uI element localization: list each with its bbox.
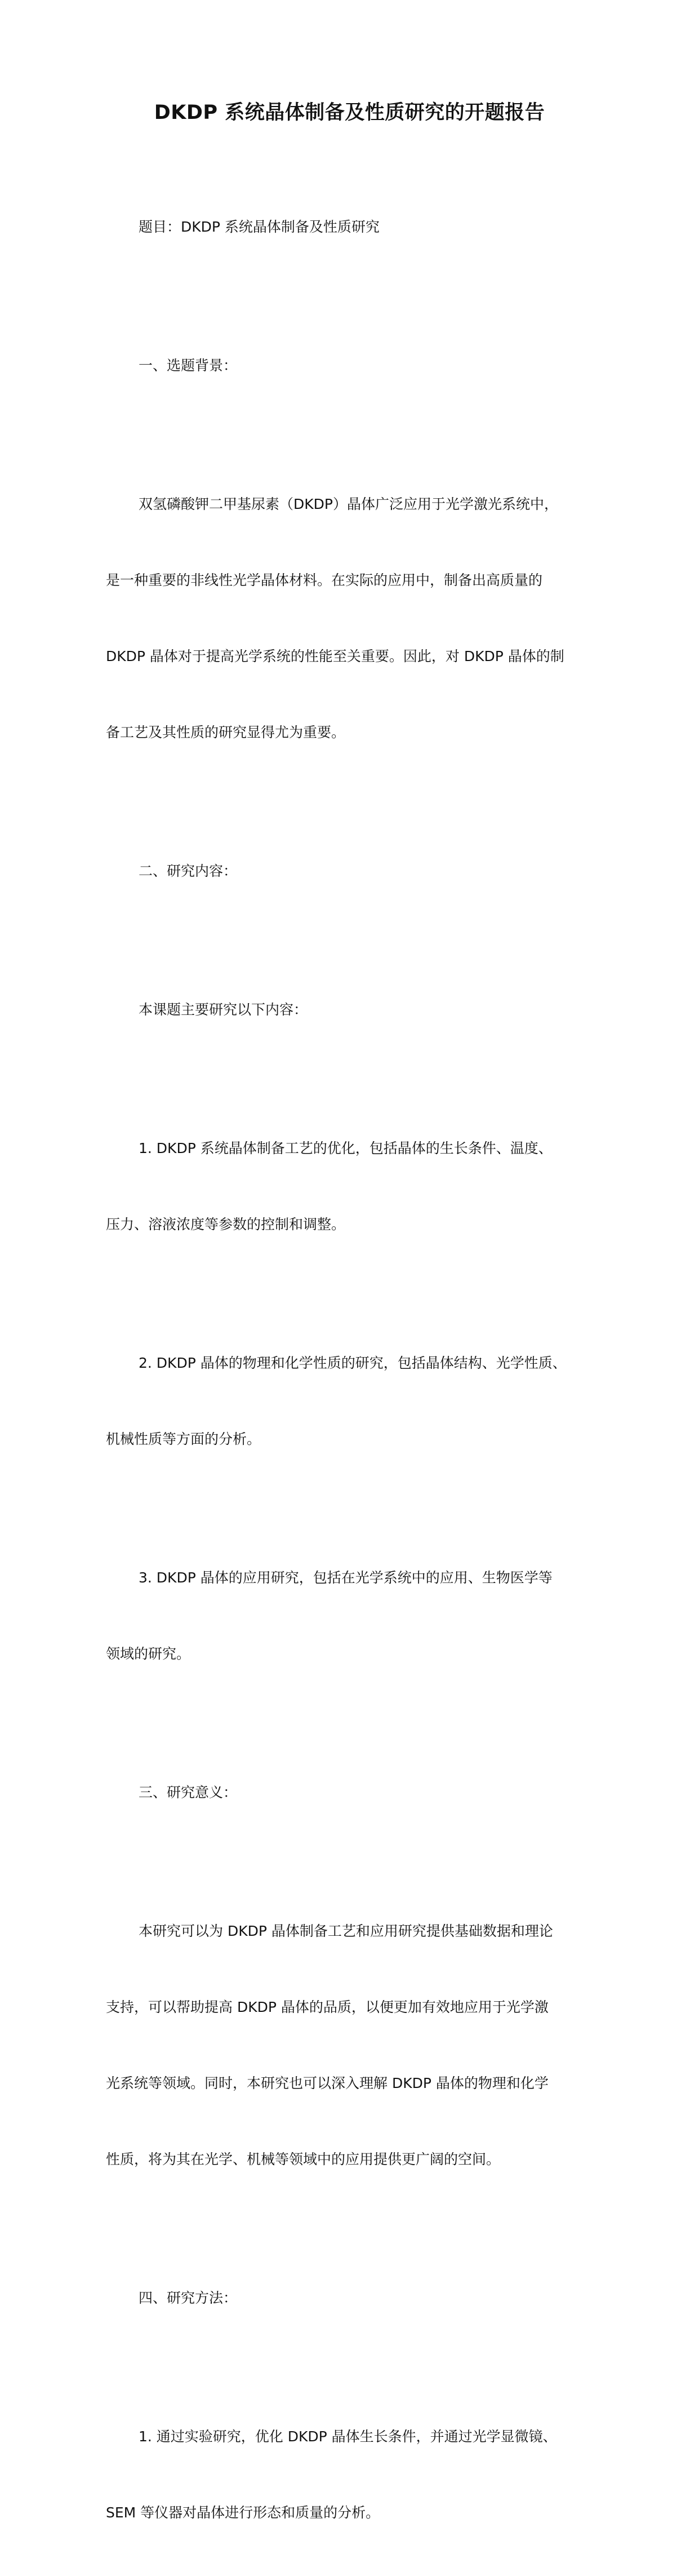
text-line: 双氢磷酸钾二甲基尿素（DKDP）晶体广泛应用于光学激光系统中， (139, 496, 558, 512)
text-line: 是一种重要的非线性光学晶体材料。在实际的应用中，制备出高质量的 (106, 572, 543, 588)
text-line: 一、选题背景： (139, 357, 238, 374)
paragraph-background (106, 441, 607, 796)
text-line: 二、研究内容： (139, 863, 238, 879)
text-line: 支持，可以帮助提高 DKDP 晶体的品质，以便更加有效地应用于光学激 (106, 1999, 549, 2015)
text-line: 三、研究意义： (139, 1784, 238, 1801)
text-line: 本研究可以为 DKDP 晶体制备工艺和应用研究提供基础数据和理论 (139, 1923, 553, 1939)
text-line: 性质，将为其在光学、机械等领域中的应用提供更广阔的空间。 (106, 2151, 501, 2167)
paragraph-significance (106, 1868, 607, 2223)
text-line: 题目：DKDP 系统晶体制备及性质研究 (139, 219, 380, 235)
heading-background (106, 302, 607, 429)
text-line: 1. 通过实验研究，优化 DKDP 晶体生长条件，并通过光学显微镜、 (139, 2428, 557, 2445)
text-line: DKDP 晶体对于提高光学系统的性能至关重要。因此，对 DKDP 晶体的制 (106, 648, 564, 664)
heading-significance (106, 1729, 607, 1856)
heading-content (106, 808, 607, 934)
text-line: 光系统等领域。同时，本研究也可以深入理解 DKDP 晶体的物理和化学 (106, 2075, 549, 2091)
paragraph-topic (106, 163, 607, 290)
text-line: 机械性质等方面的分析。 (106, 1431, 261, 1447)
text-line: 2. DKDP 晶体的物理和化学性质的研究，包括晶体结构、光学性质、 (139, 1355, 567, 1371)
heading-methods (106, 2234, 607, 2361)
text-line: 3. DKDP 晶体的应用研究，包括在光学系统中的应用、生物医学等 (139, 1569, 553, 1586)
text-line: 本课题主要研究以下内容： (139, 1001, 308, 1018)
text-line: SEM 等仪器对晶体进行形态和质量的分析。 (106, 2504, 380, 2521)
document-body (106, 163, 607, 2576)
text-line: 备工艺及其性质的研究显得尤为重要。 (106, 724, 346, 741)
text-line: 压力、溶液浓度等参数的控制和调整。 (106, 1216, 346, 1232)
document-title: DKDP 系统晶体制备及性质研究的开题报告 (154, 101, 545, 124)
paragraph-content-intro (106, 946, 607, 1073)
text-line: 1. DKDP 系统晶体制备工艺的优化，包括晶体的生长条件、温度、 (139, 1140, 553, 1156)
text-line: 四、研究方法： (139, 2290, 238, 2306)
list-item-content-3 (106, 1514, 607, 1717)
list-item-content-1 (106, 1085, 607, 1288)
text-line: 领域的研究。 (106, 1646, 191, 1662)
list-item-content-2 (106, 1300, 607, 1502)
list-item-method-1 (106, 2373, 607, 2576)
